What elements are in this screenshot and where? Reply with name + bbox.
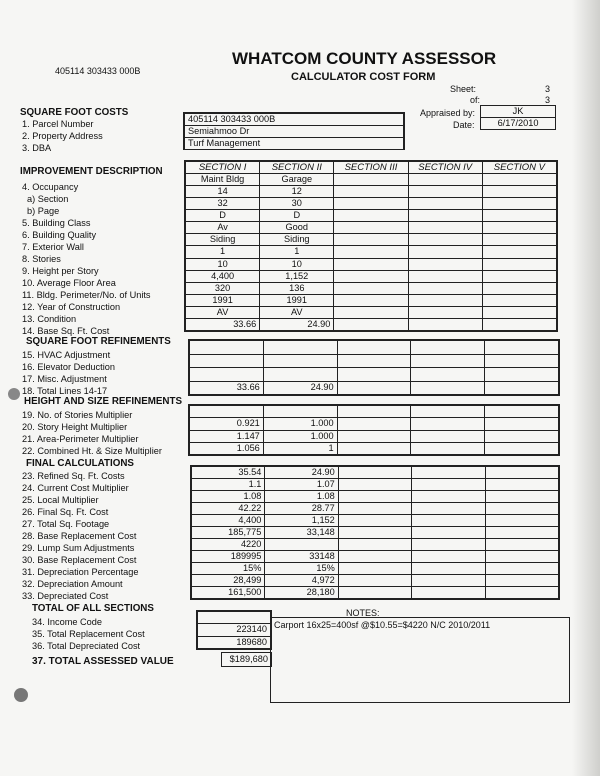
cell — [411, 430, 485, 442]
cell — [263, 354, 337, 368]
cell — [408, 222, 482, 234]
date-label: Date: — [453, 120, 475, 130]
section-header: SECTION IV — [408, 162, 482, 174]
cell — [337, 406, 411, 418]
appraised-by-value: JK — [480, 105, 556, 118]
cell — [482, 246, 556, 258]
cell — [485, 575, 558, 587]
table-row — [192, 467, 559, 479]
cell: Siding — [186, 234, 260, 246]
label-misc: 17. Misc. Adjustment — [22, 374, 107, 384]
total-replacement-value: 223140 — [198, 624, 271, 636]
cell — [412, 563, 485, 575]
label-total-depreciated: 36. Total Depreciated Cost — [32, 641, 141, 651]
cell — [412, 479, 485, 491]
page-edge-shadow — [572, 0, 600, 776]
cell: 35.54 — [192, 467, 265, 479]
cell — [485, 491, 558, 503]
label-building-quality: 6. Building Quality — [22, 230, 97, 240]
cell: 33148 — [265, 551, 338, 563]
cell: 33,148 — [265, 527, 338, 539]
label-current-multiplier: 24. Current Cost Multiplier — [22, 483, 129, 493]
label-dba: 3. DBA — [22, 143, 52, 153]
cell: 185,775 — [192, 527, 265, 539]
cell: 1 — [263, 442, 337, 454]
label-lump-sum: 29. Lump Sum Adjustments — [22, 543, 135, 553]
cell — [411, 418, 485, 430]
label-depreciation-pct: 31. Depreciation Percentage — [22, 567, 139, 577]
cell — [485, 406, 559, 418]
cell — [337, 354, 411, 368]
total-depreciated-value: 189680 — [198, 636, 271, 648]
label-depreciation-amount: 32. Depreciation Amount — [22, 579, 123, 589]
table-row — [192, 575, 559, 587]
cell: Av — [186, 222, 260, 234]
cell: 15% — [192, 563, 265, 575]
cell: 33.66 — [190, 381, 264, 395]
cell: AV — [186, 306, 260, 318]
table-row — [190, 430, 559, 442]
table-row — [192, 503, 559, 515]
cell — [408, 210, 482, 222]
cell — [338, 479, 411, 491]
cell — [263, 406, 337, 418]
cell: 1.000 — [263, 430, 337, 442]
cell — [408, 258, 482, 270]
cell: 4220 — [192, 539, 265, 551]
cell: 1.000 — [263, 418, 337, 430]
table-row — [192, 539, 559, 551]
label-base-replacement-2: 30. Base Replacement Cost — [22, 555, 137, 565]
cell — [412, 491, 485, 503]
cell — [334, 318, 408, 330]
cell — [337, 418, 411, 430]
improvement-table — [184, 160, 558, 332]
cell — [408, 234, 482, 246]
cell — [408, 306, 482, 318]
cell — [337, 442, 411, 454]
cell: 1.1 — [192, 479, 265, 491]
label-total-replacement: 35. Total Replacement Cost — [32, 629, 145, 639]
refinements-table — [188, 339, 560, 396]
cell — [485, 527, 558, 539]
table-row — [186, 258, 557, 270]
label-occupancy: 4. Occupancy — [22, 182, 79, 192]
cell: 24.90 — [263, 381, 337, 395]
cell: 136 — [260, 282, 334, 294]
cell: 28.77 — [265, 503, 338, 515]
cell — [338, 563, 411, 575]
cell: 14 — [186, 186, 260, 198]
cell — [338, 539, 411, 551]
cell — [411, 368, 485, 382]
cell — [412, 515, 485, 527]
cell — [482, 234, 556, 246]
table-row — [190, 381, 559, 395]
table-row — [186, 246, 557, 258]
cell — [485, 418, 559, 430]
totals-heading: TOTAL OF ALL SECTIONS — [32, 603, 154, 614]
cell — [190, 341, 264, 355]
table-row — [190, 341, 559, 355]
cell — [190, 368, 264, 382]
table-row — [186, 186, 557, 198]
cell — [190, 354, 264, 368]
cell: AV — [260, 306, 334, 318]
cell: 1.08 — [192, 491, 265, 503]
label-base-replacement: 28. Base Replacement Cost — [22, 531, 137, 541]
table-row — [186, 198, 557, 210]
table-row — [192, 587, 559, 599]
cell: 10 — [260, 258, 334, 270]
label-condition: 13. Condition — [22, 314, 77, 324]
label-story-height-multiplier: 20. Story Height Multiplier — [22, 422, 128, 432]
table-row — [192, 515, 559, 527]
table-row — [192, 527, 559, 539]
label-total-14-17: 18. Total Lines 14-17 — [22, 386, 108, 396]
section-header: SECTION V — [482, 162, 556, 174]
label-building-class: 5. Building Class — [22, 218, 91, 228]
cell — [263, 341, 337, 355]
cell — [485, 515, 558, 527]
cell — [408, 294, 482, 306]
cell — [411, 354, 485, 368]
cell — [412, 527, 485, 539]
table-row — [190, 442, 559, 454]
cell — [334, 270, 408, 282]
cell: 12 — [260, 186, 334, 198]
label-property-address: 2. Property Address — [22, 131, 103, 141]
table-row — [186, 294, 557, 306]
label-combined-multiplier: 22. Combined Ht. & Size Multiplier — [22, 446, 162, 456]
cell: 30 — [260, 198, 334, 210]
cell — [482, 210, 556, 222]
cell — [408, 246, 482, 258]
cell: Garage — [260, 174, 334, 186]
final-calculations-table — [190, 465, 560, 600]
cell: 1 — [186, 246, 260, 258]
table-row — [186, 174, 557, 186]
cell — [485, 551, 558, 563]
cell: 32 — [186, 198, 260, 210]
dba-value: Turf Management — [185, 138, 404, 150]
table-row — [186, 318, 557, 330]
table-row — [192, 491, 559, 503]
table-row — [186, 270, 557, 282]
cell — [485, 539, 558, 551]
label-elevator: 16. Elevator Deduction — [22, 362, 115, 372]
date-value: 6/17/2010 — [480, 117, 556, 130]
cell — [337, 368, 411, 382]
label-hvac: 15. HVAC Adjustment — [22, 350, 111, 360]
section-header: SECTION I — [186, 162, 260, 174]
cell: 1.08 — [265, 491, 338, 503]
cell — [485, 479, 558, 491]
cell — [485, 467, 558, 479]
cell — [337, 430, 411, 442]
cell: 1,152 — [260, 270, 334, 282]
cell — [338, 551, 411, 563]
label-year-construction: 12. Year of Construction — [22, 302, 121, 312]
total-assessed-value: $189,680 — [221, 652, 272, 667]
cell — [411, 406, 485, 418]
of-value: 3 — [545, 95, 551, 105]
cell: 320 — [186, 282, 260, 294]
notes-label: NOTES: — [346, 608, 380, 618]
table-row — [192, 479, 559, 491]
cell — [482, 318, 556, 330]
binder-hole-icon — [8, 388, 20, 400]
cell: 161,500 — [192, 587, 265, 599]
notes-text: Carport 16x25=400sf @$10.55=$4220 N/C 2010/2011 — [274, 620, 491, 630]
cell — [408, 282, 482, 294]
cell — [412, 539, 485, 551]
cell — [265, 539, 338, 551]
cell — [408, 198, 482, 210]
cell — [338, 515, 411, 527]
cell — [485, 354, 559, 368]
table-row — [186, 282, 557, 294]
cell — [412, 551, 485, 563]
cell — [482, 258, 556, 270]
cell — [334, 186, 408, 198]
cell — [334, 210, 408, 222]
cell — [337, 381, 411, 395]
final-calculations-heading: FINAL CALCULATIONS — [26, 458, 134, 469]
table-row — [186, 210, 557, 222]
cell: 10 — [186, 258, 260, 270]
label-refined-costs: 23. Refined Sq. Ft. Costs — [22, 471, 125, 481]
label-average-floor-area: 10. Average Floor Area — [22, 278, 116, 288]
property-info-box — [183, 112, 405, 150]
label-base-sqft-cost: 14. Base Sq. Ft. Cost — [22, 326, 110, 336]
cell — [338, 491, 411, 503]
parcel-number-value: 405114 303433 000B — [185, 114, 404, 126]
table-row — [190, 354, 559, 368]
label-exterior-wall: 7. Exterior Wall — [22, 242, 84, 252]
cell: D — [260, 210, 334, 222]
totals-box — [196, 610, 272, 650]
cell: 28,180 — [265, 587, 338, 599]
cell: 33.66 — [186, 318, 260, 330]
property-address-value: Semiahmoo Dr — [185, 126, 404, 138]
table-row — [192, 551, 559, 563]
cell — [482, 186, 556, 198]
label-stories-multiplier: 19. No. of Stories Multiplier — [22, 410, 133, 420]
cell — [408, 318, 482, 330]
label-height-per-story: 9. Height per Story — [22, 266, 99, 276]
cell — [334, 306, 408, 318]
cell: 1991 — [186, 294, 260, 306]
notes-box — [270, 617, 570, 703]
cell — [485, 368, 559, 382]
cell — [334, 246, 408, 258]
cell: 1.147 — [190, 430, 264, 442]
cell: 0.921 — [190, 418, 264, 430]
cell — [482, 282, 556, 294]
income-code-value — [198, 612, 271, 624]
cell — [412, 467, 485, 479]
label-local-multiplier: 25. Local Multiplier — [22, 495, 99, 505]
cell — [485, 442, 559, 454]
cell — [411, 442, 485, 454]
cell: 1,152 — [265, 515, 338, 527]
cell: 4,400 — [186, 270, 260, 282]
cell — [482, 222, 556, 234]
cell — [334, 234, 408, 246]
cell: 1991 — [260, 294, 334, 306]
improvement-description-heading: IMPROVEMENT DESCRIPTION — [20, 166, 163, 177]
cell — [411, 381, 485, 395]
cell: Good — [260, 222, 334, 234]
cell — [334, 282, 408, 294]
cell: 1.056 — [190, 442, 264, 454]
cell — [482, 306, 556, 318]
cell: 24.90 — [265, 467, 338, 479]
cell — [482, 174, 556, 186]
label-total-assessed-value: 37. TOTAL ASSESSED VALUE — [32, 656, 174, 667]
cell — [482, 270, 556, 282]
page-title: WHATCOM COUNTY ASSESSOR — [232, 49, 497, 68]
table-row — [186, 306, 557, 318]
cell — [485, 341, 559, 355]
cell — [338, 527, 411, 539]
label-section: a) Section — [27, 194, 69, 204]
cell — [190, 406, 264, 418]
cell: Maint Bldg — [186, 174, 260, 186]
cell — [482, 198, 556, 210]
square-foot-costs-heading: SQUARE FOOT COSTS — [20, 107, 129, 118]
cell: 4,972 — [265, 575, 338, 587]
cell — [337, 341, 411, 355]
cell — [482, 294, 556, 306]
height-size-table — [188, 404, 560, 456]
refinements-heading: SQUARE FOOT REFINEMENTS — [26, 336, 171, 347]
cell: 4,400 — [192, 515, 265, 527]
label-perimeter: 11. Bldg. Perimeter/No. of Units — [22, 290, 151, 300]
cell: 1 — [260, 246, 334, 258]
cell: 189995 — [192, 551, 265, 563]
cell — [412, 503, 485, 515]
cell — [334, 174, 408, 186]
sheet-label: Sheet: — [450, 84, 477, 94]
table-row — [190, 418, 559, 430]
cell — [408, 174, 482, 186]
cell — [338, 587, 411, 599]
cell: Siding — [260, 234, 334, 246]
cell — [485, 503, 558, 515]
table-row — [192, 563, 559, 575]
cell — [408, 186, 482, 198]
section-header: SECTION II — [260, 162, 334, 174]
binder-hole-icon — [14, 688, 28, 702]
cell: 1.07 — [265, 479, 338, 491]
cell — [412, 575, 485, 587]
cell — [334, 198, 408, 210]
cell — [412, 587, 485, 599]
of-label: of: — [470, 95, 481, 105]
cell: D — [186, 210, 260, 222]
cell — [408, 270, 482, 282]
cell: 15% — [265, 563, 338, 575]
label-parcel-number: 1. Parcel Number — [22, 119, 94, 129]
label-area-perimeter-multiplier: 21. Area-Perimeter Multiplier — [22, 434, 139, 444]
cell: 24.90 — [260, 318, 334, 330]
cell — [263, 368, 337, 382]
table-row — [190, 406, 559, 418]
table-row — [190, 368, 559, 382]
appraised-by-label: Appraised by: — [420, 108, 476, 118]
cell — [338, 503, 411, 515]
cell — [485, 587, 558, 599]
cell — [338, 467, 411, 479]
cell — [338, 575, 411, 587]
corner-parcel-number: 405114 303433 000B — [55, 66, 141, 76]
table-row — [186, 222, 557, 234]
cell — [411, 341, 485, 355]
cell — [485, 563, 558, 575]
page-subtitle: CALCULATOR COST FORM — [291, 71, 436, 83]
label-final-cost: 26. Final Sq. Ft. Cost — [22, 507, 109, 517]
cell: 42.22 — [192, 503, 265, 515]
cell: 28,499 — [192, 575, 265, 587]
label-depreciated-cost: 33. Depreciated Cost — [22, 591, 109, 601]
cell — [485, 381, 559, 395]
cell — [485, 430, 559, 442]
cell — [334, 222, 408, 234]
label-page: b) Page — [27, 206, 60, 216]
cell — [334, 258, 408, 270]
section-header: SECTION III — [334, 162, 408, 174]
sheet-value: 3 — [545, 84, 551, 94]
table-row — [186, 234, 557, 246]
label-stories: 8. Stories — [22, 254, 61, 264]
label-income-code: 34. Income Code — [32, 617, 102, 627]
label-total-footage: 27. Total Sq. Footage — [22, 519, 110, 529]
cell — [334, 294, 408, 306]
height-size-heading: HEIGHT AND SIZE REFINEMENTS — [24, 396, 183, 407]
